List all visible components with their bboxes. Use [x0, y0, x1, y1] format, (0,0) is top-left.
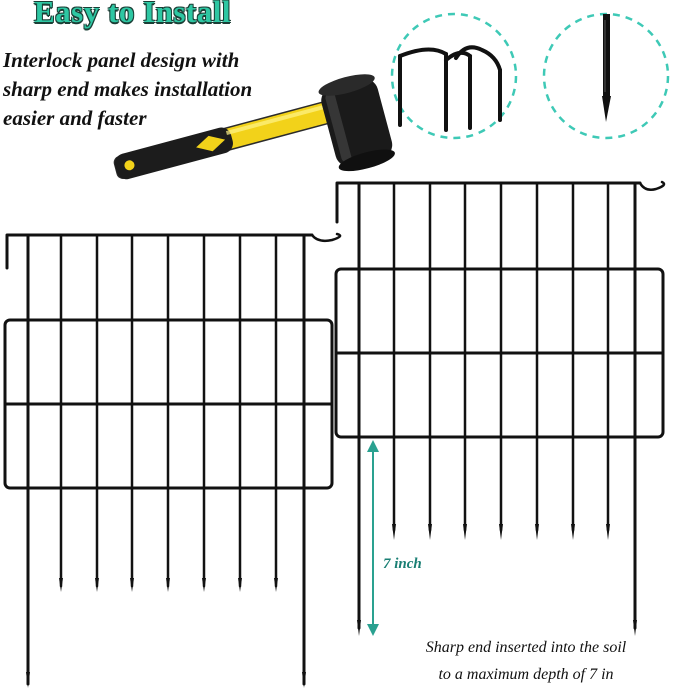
soil-note-line: to a maximum depth of 7 in — [438, 666, 614, 683]
interlock-hook-detail-icon — [392, 14, 516, 138]
description-line: sharp end makes installation — [3, 77, 253, 101]
description-line: Interlock panel design with — [3, 48, 240, 72]
soil-depth-note — [396, 634, 656, 688]
soil-note-line: Sharp end inserted into the soil — [425, 639, 627, 656]
installation-description — [3, 46, 313, 133]
left-fence-panel — [5, 234, 340, 688]
sharp-end-detail-icon — [544, 14, 668, 138]
description-line: easier and faster — [3, 106, 147, 130]
depth-measure-label: 7 inch — [383, 556, 422, 572]
depth-measure-arrow — [367, 440, 379, 636]
page-headline: Easy to Install — [34, 0, 231, 29]
